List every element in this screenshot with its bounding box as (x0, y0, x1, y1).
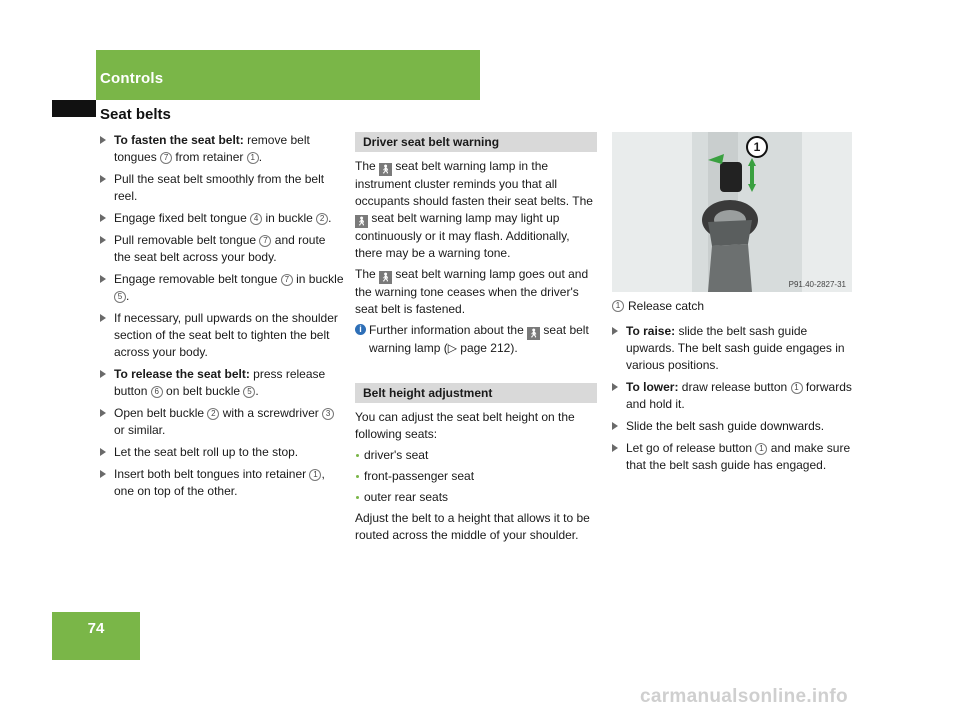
arrow-icon (100, 236, 106, 244)
seat-belt-webbing-lower (708, 244, 752, 292)
callout-number: 6 (151, 386, 163, 398)
callout-number: 1 (791, 382, 803, 394)
adjustment-column (612, 298, 857, 479)
paragraph: You can adjust the seat belt height on the following seats: (355, 410, 575, 441)
callout-number: 7 (281, 274, 293, 286)
callout-number: 1 (247, 152, 259, 164)
seat-belt-webbing (708, 220, 752, 246)
arrow-icon (612, 444, 618, 452)
arrow-icon (612, 383, 618, 391)
section-title: Controls (100, 70, 164, 87)
callout-number: 7 (160, 152, 172, 164)
list-item: Pull the seat belt smoothly from the belt reel. (100, 171, 344, 205)
arrow-icon (100, 314, 106, 322)
page-tab-marker (52, 100, 96, 117)
list-item: driver's seat (355, 447, 597, 464)
arrow-icon (100, 370, 106, 378)
callout-number: 5 (243, 386, 255, 398)
paragraph: Adjust the belt to a height that allows it to be routed across the middle of your shoulder. (355, 511, 590, 542)
arrow-icon (612, 327, 618, 335)
callout-number: 1 (612, 300, 624, 312)
list-item: outer rear seats (355, 489, 597, 506)
arrow-icon (100, 214, 106, 222)
callout-number: 5 (114, 291, 126, 303)
callout-number: 1 (309, 469, 321, 481)
list-item: Engage fixed belt tongue 4 in buckle 2 . (100, 210, 344, 227)
figure-code: P91.40-2827-31 (788, 280, 846, 289)
paragraph: The 🚶︎ seat belt warning lamp goes out and the warning tone ceases when the driver's seat belt is fastened. (355, 267, 589, 316)
info-column (355, 132, 597, 548)
seatbelt-icon: 🚶︎ (379, 272, 392, 282)
arrow-icon (100, 470, 106, 478)
arrow-icon (100, 448, 106, 456)
page-reference-arrow-icon: ▷ (447, 341, 457, 355)
list-item: Let go of release button 1 and make sure that the belt sash guide has engaged. (612, 440, 857, 474)
arrow-icon (100, 175, 106, 183)
belt-sash-guide-photo (612, 132, 852, 292)
info-icon: i (355, 324, 366, 335)
seatbelt-icon: 🚶︎ (379, 164, 392, 174)
page-number: 74 (87, 620, 105, 637)
callout-number: 2 (316, 213, 328, 225)
callout-number: 1 (746, 136, 768, 158)
arrow-icon (100, 409, 106, 417)
release-catch (720, 162, 742, 192)
seatbelt-icon: 🚶︎ (355, 216, 368, 226)
seatbelt-icon: 🚶︎ (527, 328, 540, 338)
figure-caption: 1 Release catch (612, 298, 857, 315)
paragraph: The 🚶︎ seat belt warning lamp in the instrument cluster reminds you that all occupants should fasten their seat belts. The 🚶︎ seat belt warning lamp may light up continuously or it may flash. Additionally, there may be a warning tone. (355, 159, 593, 260)
page-title: Seat belts (100, 106, 171, 123)
list-item: To fasten the seat belt: remove belt tongues 7 from retainer 1 . (100, 132, 344, 166)
page-reference-link[interactable]: page 212). (456, 341, 518, 355)
arrow-icon (612, 422, 618, 430)
list-item: front-passenger seat (355, 468, 597, 485)
callout-number: 1 (755, 443, 767, 455)
watermark: carmanualsonline.info (640, 686, 848, 707)
list-item: If necessary, pull upwards on the shoulder section of the seat belt to tighten the belt across your body. (100, 310, 344, 361)
list-item: Engage removable belt tongue 7 in buckle 5 . (100, 271, 344, 305)
callout-number: 7 (259, 235, 271, 247)
list-item: Pull removable belt tongue 7 and route the seat belt across your body. (100, 232, 344, 266)
belt-guide-illustration (612, 132, 852, 292)
arrow-icon (100, 136, 106, 144)
list-item: Insert both belt tongues into retainer 1 , one on top of the other. (100, 466, 344, 500)
callout-number: 3 (322, 408, 334, 420)
list-item: To raise: slide the belt sash guide upwards. The belt sash guide engages in various positions. (612, 323, 857, 374)
list-item: To lower: draw release button 1 forwards and hold it. (612, 379, 857, 413)
list-item: Slide the belt sash guide downwards. (612, 418, 857, 435)
list-item: Open belt buckle 2 with a screwdriver 3 or similar. (100, 405, 344, 439)
section-heading-driver-warning: Driver seat belt warning (355, 132, 597, 152)
list-item: Let the seat belt roll up to the stop. (100, 444, 344, 461)
instructions-column (100, 132, 344, 505)
list-item: To release the seat belt: press release button 6 on belt buckle 5 . (100, 366, 344, 400)
info-note: i Further information about the 🚶︎ seat belt warning lamp (▷ page 212). (355, 322, 597, 357)
section-heading-belt-height: Belt height adjustment (355, 383, 597, 403)
callout-number: 4 (250, 213, 262, 225)
callout-number: 2 (207, 408, 219, 420)
arrow-icon (100, 275, 106, 283)
